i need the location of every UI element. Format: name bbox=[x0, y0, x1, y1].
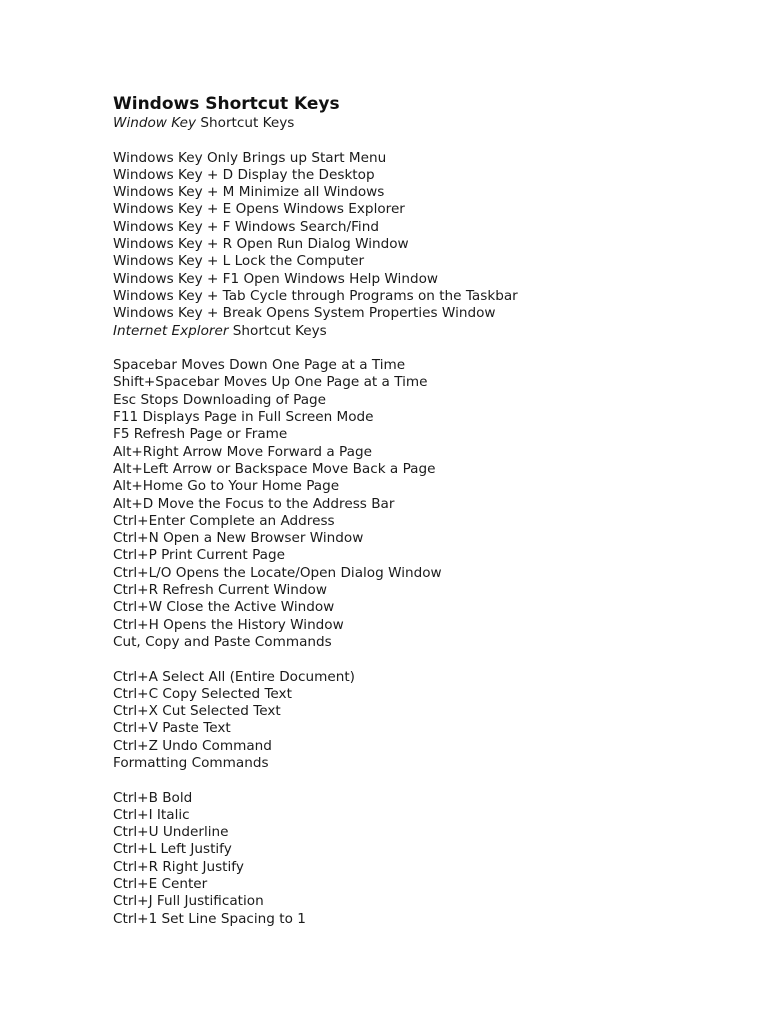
list-item: Ctrl+Z Undo Command bbox=[113, 737, 272, 754]
list-item: Ctrl+R Right Justify bbox=[113, 858, 244, 875]
list-item: Ctrl+J Full Justification bbox=[113, 893, 264, 910]
list-item: Ctrl+P Print Current Page bbox=[113, 547, 285, 564]
document-page bbox=[113, 93, 733, 928]
section-formatting bbox=[113, 755, 733, 928]
list-item: Ctrl+E Center bbox=[113, 876, 208, 893]
list-item: F5 Refresh Page or Frame bbox=[113, 426, 288, 443]
section-window-key bbox=[113, 115, 733, 323]
section-heading-text: Shortcut Keys bbox=[196, 115, 295, 131]
section-heading bbox=[113, 634, 733, 651]
list-item: Shift+Spacebar Moves Up One Page at a Time bbox=[113, 374, 428, 391]
list-item: F11 Displays Page in Full Screen Mode bbox=[113, 409, 374, 426]
list-item: Ctrl+H Opens the History Window bbox=[113, 616, 344, 633]
blank-line bbox=[113, 340, 733, 357]
list-item: Windows Key + L Lock the Computer bbox=[113, 253, 365, 270]
page-title: Windows Shortcut Keys bbox=[113, 94, 340, 114]
list-item: Ctrl+R Refresh Current Window bbox=[113, 582, 327, 599]
list-item: Spacebar Moves Down One Page at a Time bbox=[113, 357, 406, 374]
list-item: Windows Key + R Open Run Dialog Window bbox=[113, 236, 409, 253]
list-item: Windows Key + F1 Open Windows Help Window bbox=[113, 270, 439, 287]
list-item: Ctrl+L Left Justify bbox=[113, 841, 232, 858]
list-item: Ctrl+C Copy Selected Text bbox=[113, 685, 292, 702]
blank-line bbox=[113, 132, 733, 149]
list-item: Ctrl+I Italic bbox=[113, 806, 190, 823]
list-item: Esc Stops Downloading of Page bbox=[113, 391, 327, 408]
list-item: Windows Key + Tab Cycle through Programs on the Taskbar bbox=[113, 287, 518, 304]
list-item: Windows Key + M Minimize all Windows bbox=[113, 184, 385, 201]
blank-line bbox=[113, 651, 733, 668]
section-heading-italic: Internet Explorer bbox=[113, 322, 229, 339]
section-cut-copy-paste bbox=[113, 634, 733, 755]
list-item: Ctrl+B Bold bbox=[113, 789, 193, 806]
section-heading-text: Shortcut Keys bbox=[228, 322, 327, 339]
list-item: Alt+Left Arrow or Backspace Move Back a Page bbox=[113, 460, 436, 477]
list-item: Windows Key + F Windows Search/Find bbox=[113, 218, 379, 235]
section-heading-text: Cut, Copy and Paste Commands bbox=[113, 633, 332, 650]
list-item: Windows Key + D Display the Desktop bbox=[113, 166, 375, 183]
section-heading bbox=[113, 115, 733, 132]
list-item: Ctrl+N Open a New Browser Window bbox=[113, 530, 364, 547]
list-item: Ctrl+A Select All (Entire Document) bbox=[113, 668, 355, 685]
list-item: Ctrl+Enter Complete an Address bbox=[113, 512, 335, 529]
list-item: Windows Key + Break Opens System Properties Window bbox=[113, 305, 496, 322]
list-item: Alt+Right Arrow Move Forward a Page bbox=[113, 443, 372, 460]
section-heading-text: Formatting Commands bbox=[113, 754, 269, 771]
list-item: Ctrl+X Cut Selected Text bbox=[113, 703, 281, 720]
list-item: Alt+Home Go to Your Home Page bbox=[113, 478, 340, 495]
list-item: Ctrl+L/O Opens the Locate/Open Dialog Window bbox=[113, 564, 442, 581]
section-heading bbox=[113, 755, 733, 772]
section-internet-explorer bbox=[113, 323, 733, 634]
section-heading-italic: Window Key bbox=[113, 115, 197, 131]
section-heading bbox=[113, 323, 733, 340]
list-item: Windows Key Only Brings up Start Menu bbox=[113, 149, 387, 166]
list-item: Ctrl+W Close the Active Window bbox=[113, 599, 335, 616]
list-item: Ctrl+U Underline bbox=[113, 824, 229, 841]
list-item: Alt+D Move the Focus to the Address Bar bbox=[113, 495, 395, 512]
blank-line bbox=[113, 772, 733, 789]
list-item: Ctrl+1 Set Line Spacing to 1 bbox=[113, 910, 306, 927]
list-item: Windows Key + E Opens Windows Explorer bbox=[113, 201, 405, 218]
list-item: Ctrl+V Paste Text bbox=[113, 720, 231, 737]
